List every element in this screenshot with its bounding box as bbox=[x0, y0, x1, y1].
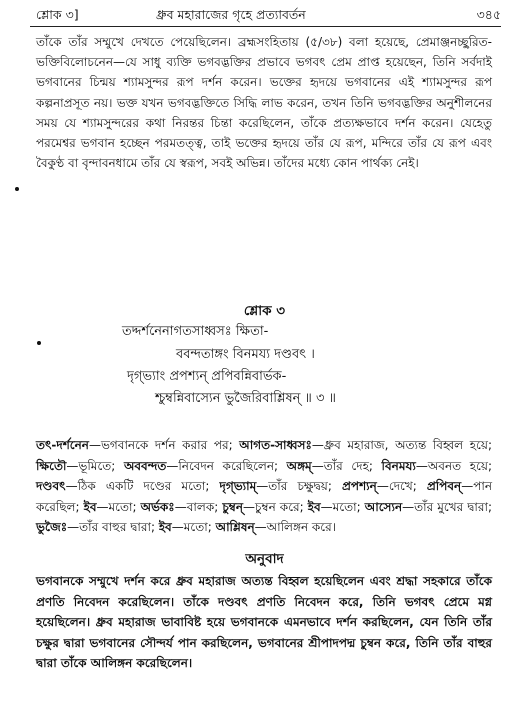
synonym-meaning: —ভূমিতে; bbox=[66, 458, 124, 473]
synonym-term: ইব bbox=[158, 520, 172, 534]
text-line: তাঁকে তাঁর সম্মুখে দেখতে পেয়েছিলেন। ব্রহ্মসংহিতায় (৫/৩৮) বলা হয়েছে, bbox=[36, 35, 410, 49]
synonym-term: আগত-সাধ্বসঃ bbox=[239, 438, 312, 452]
verse-heading: শ্লোক ৩ bbox=[243, 303, 286, 319]
translation-heading: অনুবাদ bbox=[245, 551, 284, 567]
synonym-meaning: —দেখে; bbox=[376, 479, 427, 493]
text-line: হৃদয়ে ভগবানের এই শ্যামসুন্দর রূপ কল্পনাপ্রসূত নয়। ভক্ত যখন ভগবদ্ভক্তিতে bbox=[36, 75, 492, 110]
synonym-term: দৃগ্‌ভ্যাম্ bbox=[219, 479, 257, 493]
synonym-meaning: —চুম্বন করে; bbox=[243, 499, 308, 514]
verse-line: তদ্দর্শনেনাগতসাধ্বসঃ ক্ষিতা- bbox=[122, 324, 269, 339]
margin-mark bbox=[37, 341, 41, 345]
text-line: কথা নিরন্তর চিন্তা করেছিলেন, তাঁকে প্রত্যক্ষভাবে দর্শন করেন। যেহেতু পরমেশ্বর bbox=[36, 115, 492, 151]
synonym-term: অর্ভকঃ bbox=[140, 499, 175, 514]
synonym-meaning: —তাঁর বাহুর দ্বারা; bbox=[67, 520, 159, 534]
margin-mark bbox=[15, 187, 19, 191]
synonym-term: ইব bbox=[307, 499, 321, 514]
text-line: সিদ্ধি লাভ করেন, তখন তিনি ভগবদ্ভক্তির অনুশীলনের সময় যে শ্যামসুন্দরের bbox=[36, 95, 493, 130]
translation-paragraph bbox=[36, 571, 492, 674]
text-line: এবং বৈকুণ্ঠ বা বৃন্দাবনধামে তাঁর যে স্বরূপ, সবই অভিন্ন। তাঁদের মধ্যে কোন bbox=[36, 136, 492, 171]
synonym-term: বিনময্য bbox=[381, 458, 416, 473]
synonym-term: প্রপশ্যন্ bbox=[341, 479, 377, 493]
synonym-term: অঙ্গম্ bbox=[286, 458, 312, 473]
text-line: তিনি ভগবৎ প্রেমে মগ্ন হয়েছিলেন। ধ্রুব মহারাজ ভাবাবিষ্ট হয়ে ভগবানকে bbox=[36, 594, 492, 629]
synonym-term: তৎ-দর্শনেন bbox=[36, 438, 89, 452]
purport-paragraph bbox=[36, 32, 492, 173]
synonym-term: আস্যেন bbox=[364, 499, 403, 514]
verse-line: দৃগ্‌ভ্যাং প্রপশ্যন্ প্রপিবন্নিবার্ভক- bbox=[127, 369, 287, 384]
verse-line: শ্চুম্বন্নিবাস্যেন ভুজৈরিবাশ্লিষন্ ॥ ৩ ॥ bbox=[155, 391, 336, 406]
synonym-meaning: —পান করেছিল; bbox=[36, 479, 493, 514]
synonym-term: প্রপিবন্ bbox=[426, 479, 462, 493]
text-line: এমনভাবে দর্শন করছিলেন, যেন তিনি তাঁর চক্ষুর দ্বারা ভগবানের সৌন্দর্য পান bbox=[36, 615, 492, 650]
synonym-meaning: —ধ্রুব মহারাজ, অত্যন্ত বিহ্বল হয়ে; bbox=[311, 438, 492, 452]
synonym-meaning: —অবনত হয়ে; bbox=[415, 458, 492, 473]
synonyms-block bbox=[36, 435, 492, 538]
synonym-term: ইব bbox=[83, 499, 97, 514]
synonym-meaning: —মতো; bbox=[171, 520, 216, 534]
text-line: ভগবান হচ্ছেন পরমতত্ত্ব, তাই ভক্তের হৃদয়ে তাঁর যে রূপ, মন্দিরে তাঁর যে রূপ bbox=[80, 136, 466, 151]
synonym-meaning: —আলিঙ্গন করে। bbox=[254, 520, 337, 534]
synonym-term: অববন্দত bbox=[123, 458, 167, 473]
synonym-meaning: —নিবেদন করেছিলেন; bbox=[166, 458, 287, 473]
synonym-term: চুম্বন্ bbox=[222, 499, 244, 514]
text-line: প্রাপ্ত হয়েছেন, তিনি সর্বদাই ভগবানের চিন্ময় শ্যামসুন্দর রূপ দর্শন করেন। ভক্তের bbox=[36, 55, 492, 90]
synonym-meaning: —ঠিক একটি দণ্ডের মতো; bbox=[65, 479, 220, 493]
page-number: ৩৪৫ bbox=[476, 7, 501, 22]
header-rule bbox=[30, 26, 501, 27]
synonym-term: ভুজৈঃ bbox=[36, 520, 68, 534]
header-verse-ref: শ্লোক ৩] bbox=[36, 7, 79, 22]
synonym-term: দণ্ডবৎ bbox=[36, 479, 66, 493]
text-line: পার্থক্য নেই। bbox=[361, 156, 419, 171]
synonym-meaning: —তাঁর মুখের দ্বারা; bbox=[402, 499, 493, 514]
verse-line: ববন্দতাঙ্গং বিনময্য দণ্ডবৎ । bbox=[176, 347, 315, 362]
synonym-meaning: —ভগবানকে দর্শন করার পর; bbox=[88, 438, 240, 452]
synonym-term: আশ্লিষন্ bbox=[215, 520, 255, 534]
synonym-meaning: —মতো; bbox=[96, 499, 141, 514]
text-line: ভগবানকে সম্মুখে দর্শন করে ধ্রুব মহারাজ অত্যন্ত বিহ্বল হয়েছিলেন এবং শ্রদ্ধা bbox=[36, 574, 418, 588]
running-header bbox=[36, 4, 501, 26]
synonym-meaning: —মতো; bbox=[320, 499, 365, 514]
synonym-term: ক্ষিতৌ bbox=[36, 458, 67, 473]
text-line: প্রেমাঞ্জনচ্ছুরিত-ভক্তিবিলোচনেন—যে সাধু ব্যক্তি ভগবদ্ভক্তির প্রভাবে ভগবৎ প্রেম bbox=[36, 35, 492, 70]
header-chapter-title: ধ্রুব মহারাজের গৃহে প্রত্যাবর্তন bbox=[156, 7, 306, 22]
synonym-meaning: —তাঁর দেহ; bbox=[311, 458, 382, 473]
text-line: করছিলেন, ভগবানের শ্রীপাদপদ্ম চুম্বন করে, তিনি তাঁর বাহুর দ্বারা তাঁকে bbox=[36, 635, 492, 670]
text-line: সহকারে তাঁকে প্রণতি নিবেদন করেছিলেন। তাঁকে দণ্ডবৎ প্রণতি নিবেদন করে, bbox=[36, 574, 492, 609]
synonym-meaning: —বালক; bbox=[174, 499, 223, 514]
text-line: আলিঙ্গন করেছিলেন। bbox=[90, 656, 193, 670]
synonym-meaning: —তাঁর চক্ষুদ্বয়; bbox=[256, 479, 342, 493]
